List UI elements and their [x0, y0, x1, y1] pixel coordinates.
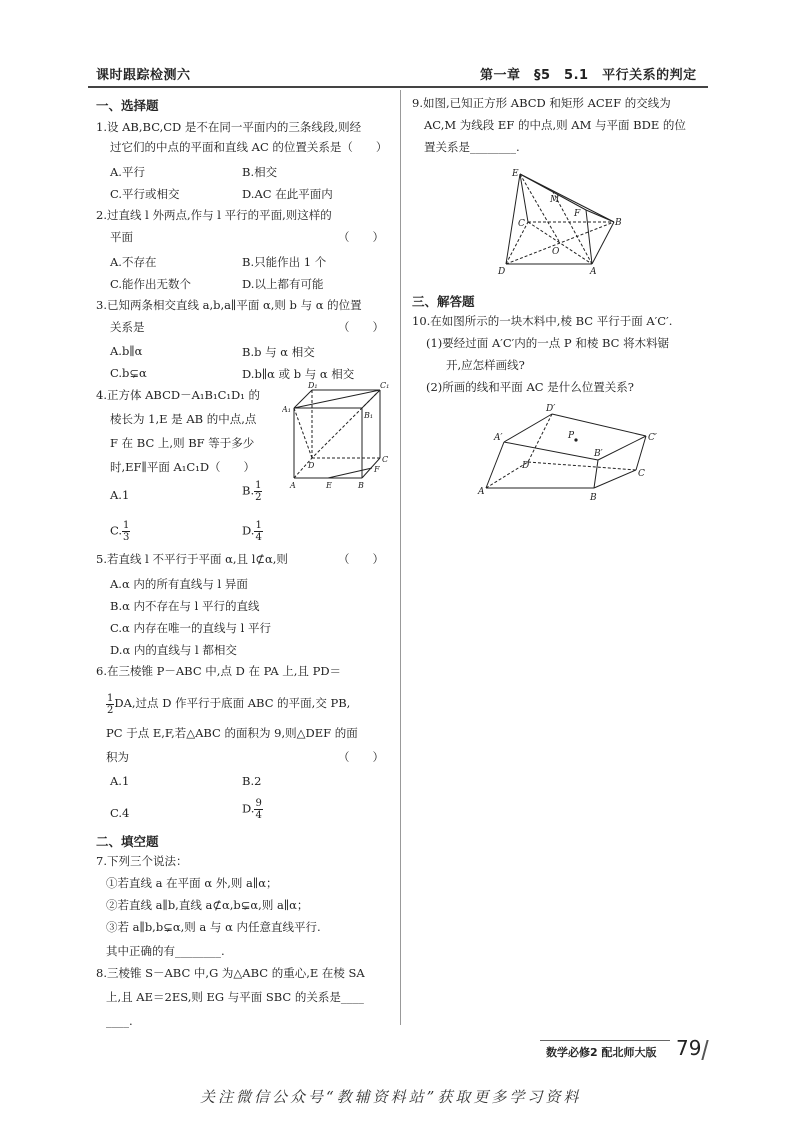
q5-paren: （ ）	[338, 552, 384, 566]
header-right: 第一章 §5 5.1 平行关系的判定	[480, 68, 697, 83]
q9-line2: AC,M 为线段 EF 的中点,则 AM 与平面 BDE 的位	[424, 118, 686, 132]
footer-rule	[540, 1040, 670, 1041]
q6-option-a: A.1	[110, 774, 130, 788]
cube-label-a: A	[290, 481, 296, 490]
cube-label-c: C	[382, 455, 389, 464]
q3-option-a: A.b∥α	[110, 344, 143, 358]
q10-point-p	[574, 438, 577, 441]
cube-label-b1: B₁	[364, 411, 374, 420]
cube-label-a1: A₁	[282, 405, 291, 414]
q6-option-d: D. $\frac{9}{4}$	[242, 798, 262, 821]
column-divider	[400, 90, 401, 1025]
page-number: 79	[676, 1036, 702, 1060]
q3-paren: （ ）	[338, 320, 384, 334]
page-number-slash	[701, 1040, 708, 1060]
q5-line1: 5.若直线 l 不平行于平面 α,且 l⊄α,则	[96, 552, 288, 566]
q10-label-c: C	[638, 469, 645, 479]
q2-line1: 2.过直线 l 外两点,作与 l 平行的平面,则这样的	[96, 208, 332, 222]
footer-slogan: 关注微信公众号“教辅资料站”获取更多学习资料	[200, 1088, 582, 1106]
q6-option-c: C.4	[110, 806, 130, 820]
q10-label-a: A	[478, 487, 485, 497]
q10-label-b1: B′	[594, 449, 603, 459]
cube-label-e: E	[326, 481, 332, 490]
q6-line2-wrap: $\frac{1}{2}$ DA,过点 D 作平行于底面 ABC 的平面,交 PB,	[107, 692, 351, 716]
q2-option-b: B.只能作出 1 个	[242, 255, 327, 269]
cube-label-b: B	[358, 481, 364, 490]
cube-label-d1: D₁	[308, 381, 318, 390]
footer-book: 数学必修2 配北师大版	[546, 1046, 657, 1059]
q10-label-a1: A′	[494, 433, 503, 443]
q10-part1a: (1)要经过面 A′C′内的一点 P 和棱 BC 将木料锯	[426, 336, 670, 350]
q6-line3: PC 于点 E,F,若△ABC 的面积为 9,则△DEF 的面	[106, 726, 358, 740]
q4-line3: F 在 BC 上,则 BF 等于多少	[110, 436, 255, 450]
cube-label-c1: C₁	[380, 381, 390, 390]
q7-item3: ③若 a∥b,b⊊α,则 a 与 α 内任意直线平行.	[106, 920, 321, 934]
q3-option-d: D.b∥α 或 b 与 α 相交	[242, 367, 355, 381]
q10-label-c1: C′	[648, 433, 657, 443]
q3-option-b: B.b 与 α 相交	[242, 345, 315, 359]
q10-line1: 10.在如图所示的一块木料中,棱 BC 平行于面 A′C′.	[412, 314, 673, 328]
q3-option-c: C.b⊊α	[110, 366, 147, 380]
q1-option-d: D.AC 在此平面内	[242, 187, 333, 201]
q1-line2: 过它们的中点的平面和直线 AC 的位置关系是（ ）	[110, 140, 388, 154]
q9-label-e: E	[512, 169, 519, 179]
q10-label-d1: D′	[546, 404, 556, 414]
q10-part2: (2)所画的线和平面 AC 是什么位置关系?	[426, 380, 634, 394]
q4-line1: 4.正方体 ABCD－A₁B₁C₁D₁ 的	[96, 388, 260, 402]
q3-line2: 关系是	[110, 320, 145, 334]
q7-line1: 7.下列三个说法：	[96, 854, 188, 868]
q2-line2: 平面	[110, 230, 133, 244]
q9-label-m: M	[550, 195, 560, 205]
header-rule	[88, 86, 708, 88]
q7-answer-line: 其中正确的有________.	[106, 944, 225, 958]
q9-label-f: F	[574, 209, 581, 219]
q8-line1: 8.三棱锥 S－ABC 中,G 为△ABC 的重心,E 在棱 SA	[96, 966, 365, 980]
q10-label-d: D	[522, 461, 530, 471]
q6-option-b: B.2	[242, 774, 262, 788]
q2-option-c: C.能作出无数个	[110, 277, 192, 291]
q9-label-o: O	[552, 247, 560, 257]
q9-label-b: B	[615, 218, 622, 228]
q4-line4: 时,EF∥平面 A₁C₁D（ ）	[110, 460, 256, 474]
q2-option-a: A.不存在	[110, 255, 157, 269]
header-left: 课时跟踪检测六	[96, 68, 191, 83]
q10-label-p: P	[568, 431, 575, 441]
q6-line4: 积为	[106, 750, 129, 764]
q6-line1: 6.在三棱锥 P－ABC 中,点 D 在 PA 上,且 PD＝	[96, 664, 342, 678]
q8-line2: 上,且 AE＝2ES,则 EG 与平面 SBC 的关系是____	[106, 990, 364, 1004]
q7-item2: ②若直线 a∥b,直线 a⊄α,b⊊α,则 a∥α；	[106, 898, 309, 912]
q7-item1: ①若直线 a 在平面 α 外,则 a∥α；	[106, 876, 278, 890]
q2-option-d: D.以上都有可能	[242, 277, 324, 291]
q9-label-a: A	[590, 267, 597, 277]
cube-label-f: F	[374, 465, 380, 474]
q5-option-b: B.α 内不存在与 l 平行的直线	[110, 599, 260, 613]
section-title-choice: 一、选择题	[96, 98, 159, 113]
q9-line1: 9.如图,已知正方形 ABCD 和矩形 ACEF 的交线为	[412, 96, 671, 110]
q1-option-c: C.平行或相交	[110, 187, 180, 201]
q4-option-a: A.1	[110, 488, 130, 502]
q4-line2: 棱长为 1,E 是 AB 的中点,点	[110, 412, 257, 426]
q5-option-c: C.α 内存在唯一的直线与 l 平行	[110, 621, 271, 635]
q6-paren: （ ）	[338, 750, 384, 764]
q1-line1: 1.设 AB,BC,CD 是不在同一平面内的三条线段,则经	[96, 120, 362, 134]
section-title-fill: 二、填空题	[96, 834, 159, 849]
q4-option-b: B. $\frac{1}{2}$	[242, 480, 262, 503]
q1-option-a: A.平行	[110, 165, 145, 179]
q9-line3: 置关系是________.	[424, 140, 520, 154]
q4-option-c: C. $\frac{1}{3}$	[110, 520, 130, 543]
cube-figure	[282, 380, 394, 492]
q10-label-b: B	[590, 493, 597, 503]
section-title-answer: 三、解答题	[412, 294, 475, 309]
q4-option-d: D. $\frac{1}{4}$	[242, 520, 262, 543]
q10-part1b: 开,应怎样画线?	[446, 358, 525, 372]
q1-option-b: B.相交	[242, 165, 278, 179]
q2-paren: （ ）	[338, 230, 384, 244]
q9-label-d: D	[498, 267, 506, 277]
q9-figure	[494, 166, 624, 280]
q5-option-a: A.α 内的所有直线与 l 异面	[110, 577, 248, 591]
cube-label-d: D	[308, 461, 315, 470]
q3-line1: 3.已知两条相交直线 a,b,a∥平面 α,则 b 与 α 的位置	[96, 298, 362, 312]
q8-line3: ____.	[106, 1014, 133, 1028]
q5-option-d: D.α 内的直线与 l 都相交	[110, 643, 237, 657]
q10-figure	[476, 402, 666, 506]
q9-label-c: C	[518, 219, 525, 229]
